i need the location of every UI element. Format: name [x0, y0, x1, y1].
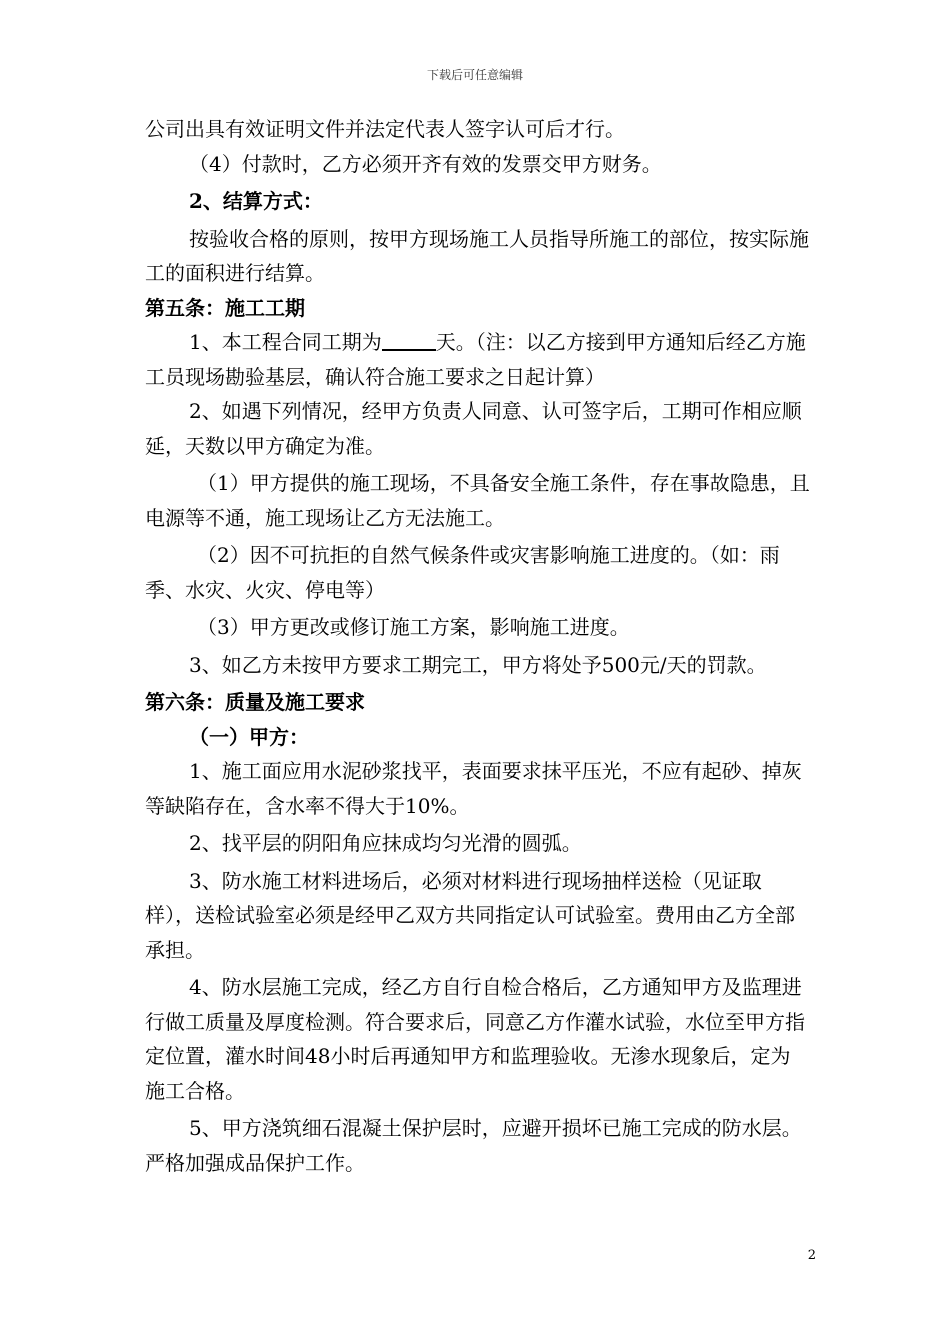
article-heading: 第五条：施工工期 [145, 295, 305, 320]
paragraph: 4、防水层施工完成，经乙方自行自检合格后，乙方通知甲方及监理进行做工质量及厚度检测。符合要求后，同意乙方作灌水试验，水位至甲方指定位置，灌水时间48小时后再通知甲方和监理验收。无渗水现象后，定为施工合格。 [145, 975, 805, 1103]
paragraph: （4）付款时，乙方必须开齐有效的发票交甲方财务。 [189, 151, 662, 176]
paragraph: （1）甲方提供的施工现场，不具备安全施工条件，存在事故隐患，且电源等不通，施工现场让乙方无法施工。 [145, 471, 810, 530]
paragraph: 3、防水施工材料进场后，必须对材料进行现场抽样送检（见证取样），送检试验室必须是经甲乙双方共同指定认可试验室。费用由乙方全部承担。 [145, 868, 795, 962]
article-heading: 第六条：质量及施工要求 [145, 690, 365, 714]
paragraph: 公司出具有效证明文件并法定代表人签字认可后才行。 [145, 117, 625, 141]
paragraph: 按验收合格的原则，按甲方现场施工人员指导所施工的部位，按实际施工的面积进行结算。 [145, 226, 809, 285]
page-header: 下载后可任意编辑 [426, 68, 523, 82]
page-number: 2 [807, 1248, 816, 1263]
paragraph: 1、施工面应用水泥砂浆找平，表面要求抹平压光，不应有起砂、掉灰等缺陷存在，含水率不得大于10%。 [145, 759, 802, 818]
paragraph: 2、如遇下列情况，经甲方负责人同意、认可签字后，工期可作相应顺延，天数以甲方确定为准。 [145, 399, 802, 458]
paragraph-text-after-blank: 天。（注：以乙方接到甲方通知后经乙方施工员现场勘验基层，确认符合施工要求之日起计算） [145, 330, 806, 389]
paragraph: （2）因不可抗拒的自然气候条件或灾害影响施工进度的。（如：雨季、水灾、火灾、停电等） [145, 543, 780, 602]
section-heading: 2、结算方式： [189, 189, 323, 213]
section-heading: （一）甲方： [189, 724, 309, 749]
paragraph [145, 325, 810, 394]
blank-underline [382, 329, 436, 351]
document-body [145, 112, 810, 1180]
paragraph: 2、找平层的阴阳角应抹成均匀光滑的圆弧。 [189, 831, 582, 855]
paragraph: 3、如乙方未按甲方要求工期完工，甲方将处予500元/天的罚款。 [189, 652, 767, 677]
paragraph: （3）甲方更改或修订施工方案，影响施工进度。 [197, 615, 630, 639]
paragraph: 5、甲方浇筑细石混凝土保护层时，应避开损坏已施工完成的防水层。严格加强成品保护工作。 [145, 1116, 802, 1175]
paragraph-text-before-blank: 1、本工程合同工期为 [189, 330, 382, 354]
